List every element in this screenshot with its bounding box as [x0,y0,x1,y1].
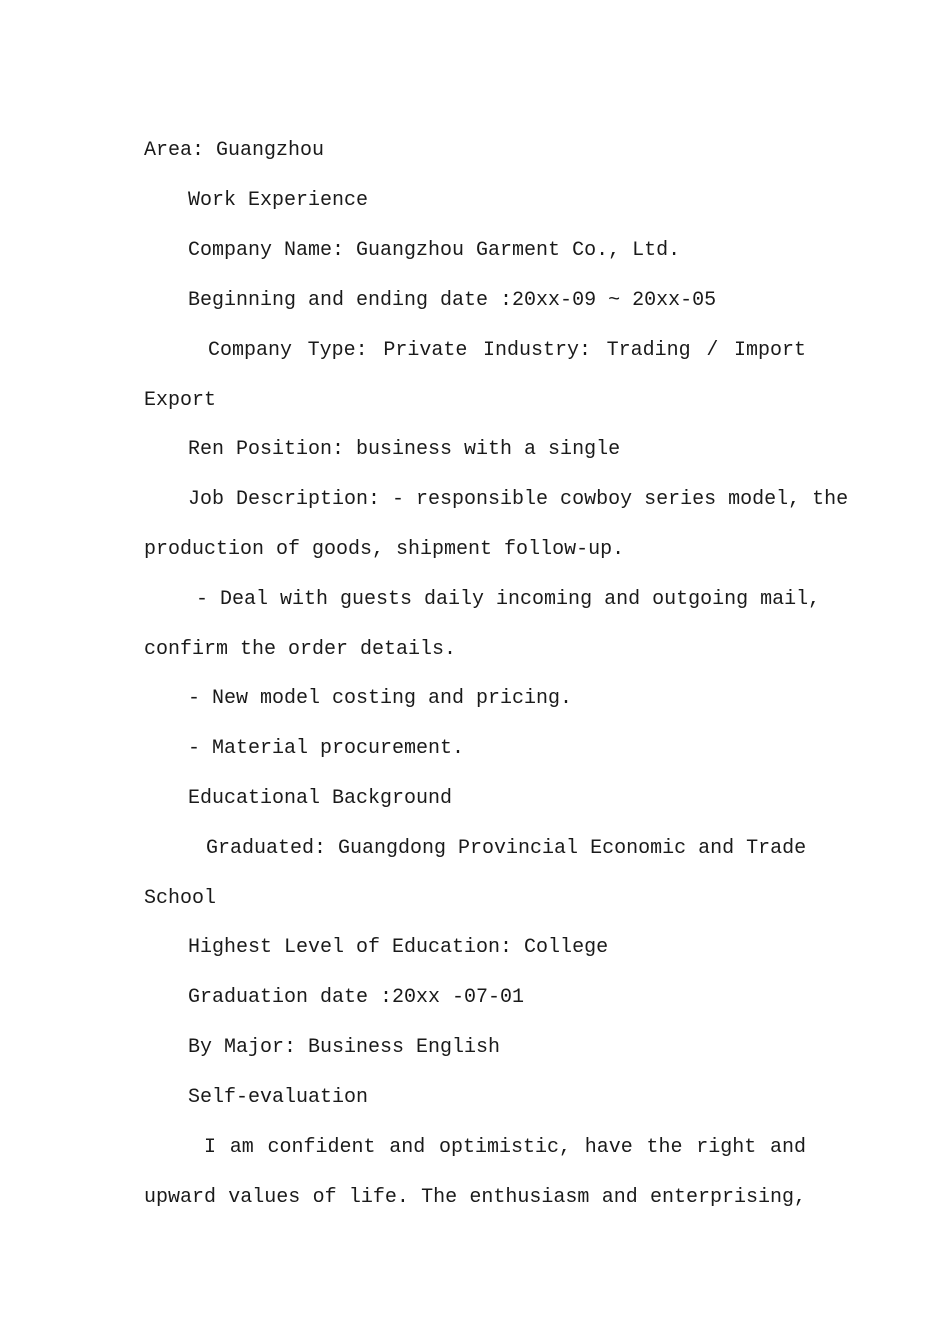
job-description-continuation: production of goods, shipment follow-up. [144,538,625,561]
self-evaluation-line: I am confident and optimistic, have the right and [204,1136,806,1159]
company-type-line: Company Type: Private Industry: Trading / Import [208,339,806,362]
graduated-continuation: School [144,887,217,910]
self-evaluation-continuation: upward values of life. The enthusiasm and enterprising, [144,1186,806,1209]
graduated-line: Graduated: Guangdong Provincial Economic and Trade [206,837,807,860]
job-description-line: Job Description: - responsible cowboy series model, the [188,488,849,511]
deal-continuation: confirm the order details. [144,638,457,661]
graduation-date-line: Graduation date :20xx -07-01 [188,986,525,1009]
work-experience-heading: Work Experience [188,189,369,212]
education-heading: Educational Background [188,787,453,810]
procurement-line: - Material procurement. [188,737,465,760]
company-name-line: Company Name: Guangzhou Garment Co., Ltd. [188,239,681,262]
area-line: Area: Guangzhou [144,139,325,162]
major-line: By Major: Business English [188,1036,501,1059]
position-line: Ren Position: business with a single [188,438,621,461]
deal-line: - Deal with guests daily incoming and outgoing mail, [196,588,821,611]
dates-line: Beginning and ending date :20xx-09 ~ 20xx-05 [188,289,717,312]
company-type-continuation: Export [144,389,217,412]
self-evaluation-heading: Self-evaluation [188,1086,369,1109]
highest-level-line: Highest Level of Education: College [188,936,609,959]
costing-line: - New model costing and pricing. [188,687,573,710]
